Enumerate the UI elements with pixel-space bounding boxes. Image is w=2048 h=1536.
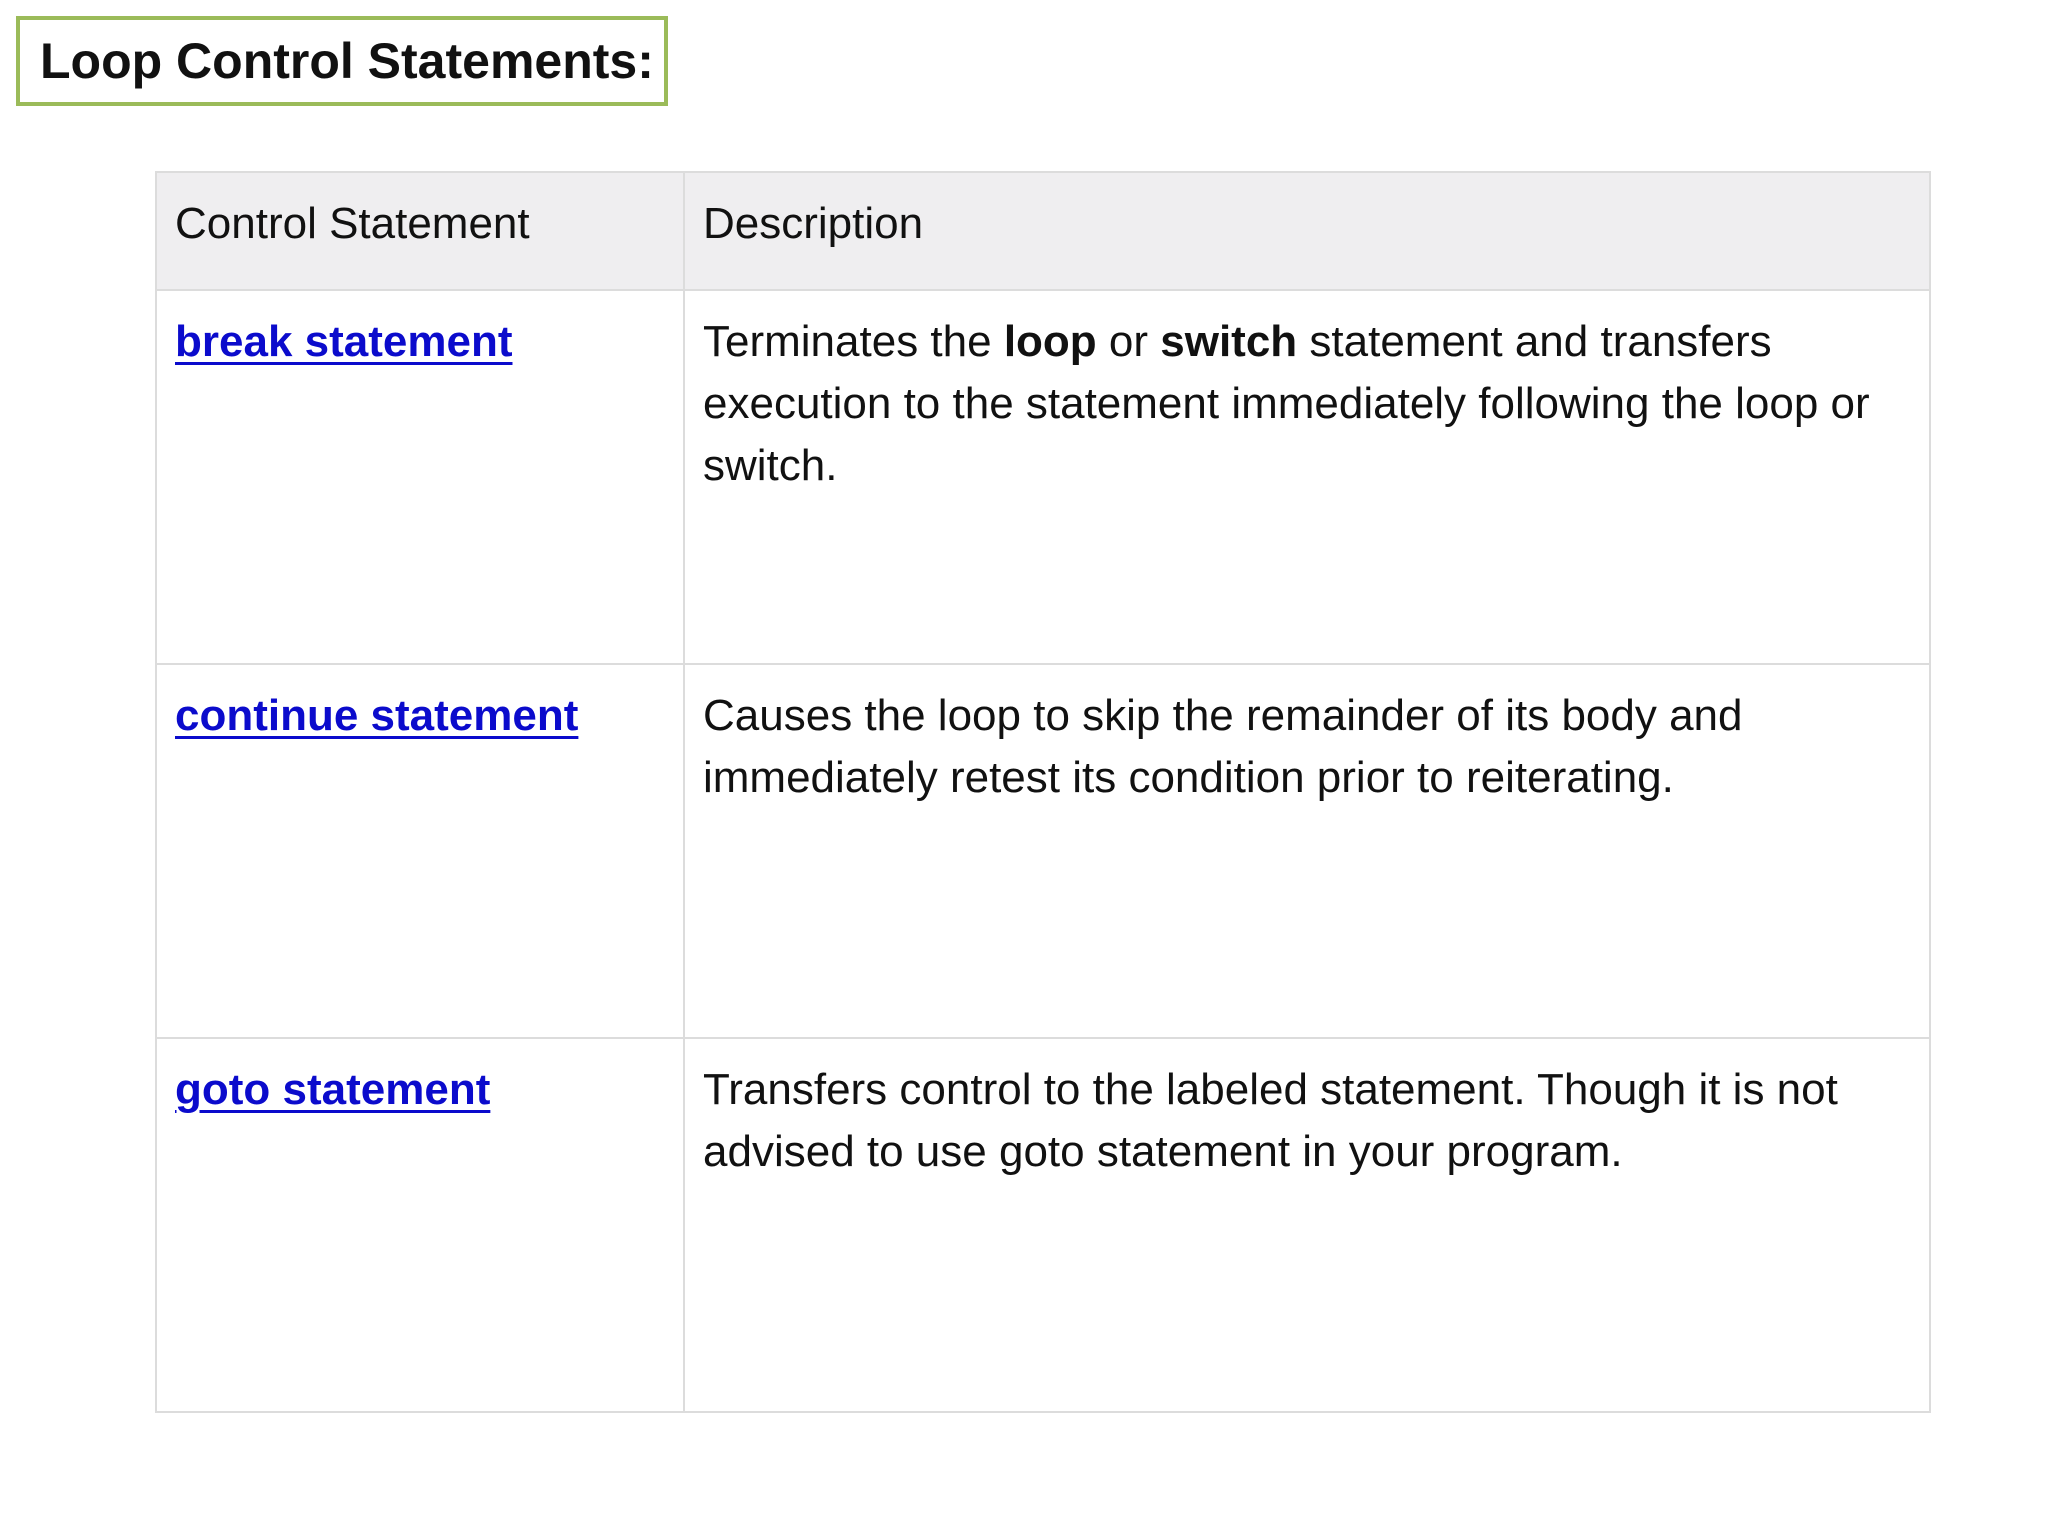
loop-control-table	[155, 171, 1931, 1413]
table-row	[156, 664, 1930, 1038]
table-header-row	[156, 172, 1930, 290]
title-box	[16, 16, 668, 106]
description-text: Causes the loop to skip the remainder of its body and immediately retest its condition prior to reiterating.	[703, 691, 1743, 802]
page-title: Loop Control Statements:	[40, 33, 654, 89]
continue-statement-link[interactable]: continue statement	[175, 691, 579, 740]
statement-cell	[156, 290, 684, 664]
description-text: or	[1096, 317, 1161, 366]
statement-cell	[156, 664, 684, 1038]
description-text: Terminates the	[703, 317, 1004, 366]
table-row	[156, 1038, 1930, 1412]
goto-statement-link[interactable]: goto statement	[175, 1065, 491, 1114]
description-text: statement and transfers execution to the statement immediately following the loop or switch.	[703, 317, 1870, 490]
description-cell	[684, 1038, 1930, 1412]
table-row	[156, 290, 1930, 664]
header-control-statement: Control Statement	[156, 172, 684, 290]
description-text: Transfers control to the labeled statement. Though it is not advised to use goto statement in your program.	[703, 1065, 1838, 1176]
description-cell	[684, 664, 1930, 1038]
statement-cell	[156, 1038, 684, 1412]
keyword-loop: loop	[1003, 317, 1097, 366]
header-description: Description	[684, 172, 1930, 290]
break-statement-link[interactable]: break statement	[175, 317, 513, 366]
description-cell	[684, 290, 1930, 664]
keyword-switch: switch	[1160, 317, 1298, 366]
